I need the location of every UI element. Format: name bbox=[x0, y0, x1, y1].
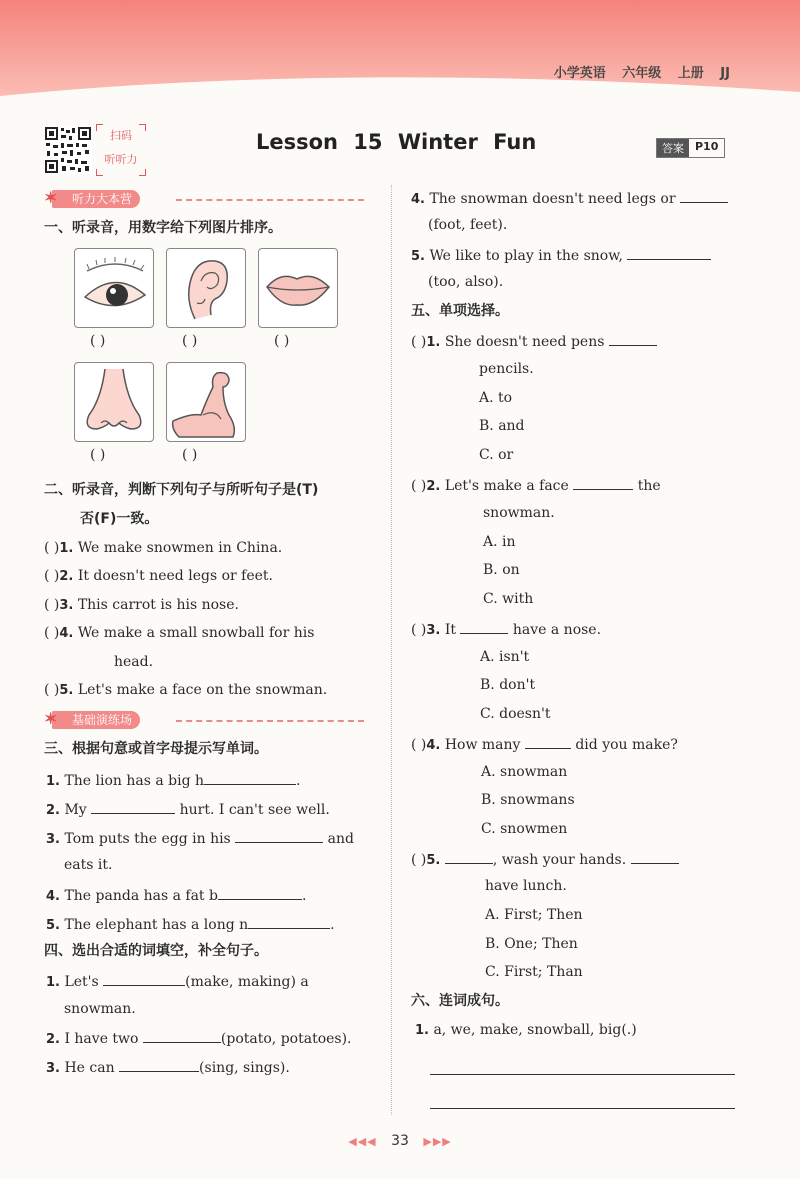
option-c[interactable]: C. doesn't bbox=[480, 706, 551, 722]
answer-line[interactable] bbox=[430, 1108, 735, 1109]
list-item: 2. My hurt. I can't see well. bbox=[46, 799, 330, 820]
page-number: ◀◀◀ 33 ▶▶▶ bbox=[348, 1133, 452, 1149]
answer-blank[interactable] bbox=[119, 1057, 199, 1072]
section-1-title: 一、听录音，用数字给下列图片排序。 bbox=[44, 220, 282, 236]
ear-picture bbox=[166, 248, 246, 328]
list-item: 1. The lion has a big h . bbox=[46, 770, 301, 791]
question-5: ( )5. , wash your hands. bbox=[411, 849, 679, 870]
arm-picture bbox=[166, 362, 246, 442]
list-item: 1. Let's (make, making) a bbox=[46, 971, 309, 992]
scan-to-listen: 扫码 听听力 bbox=[96, 124, 146, 176]
answer-paren[interactable]: ( ) bbox=[90, 447, 106, 463]
answer-badge[interactable]: 答案 P10 bbox=[656, 138, 725, 158]
answer-blank[interactable] bbox=[525, 734, 571, 749]
star-icon: ✶ bbox=[44, 709, 58, 728]
answer-blank[interactable] bbox=[460, 619, 508, 634]
mouth-picture bbox=[258, 248, 338, 328]
section-6-title: 六、连词成句。 bbox=[411, 993, 509, 1009]
answer-blank[interactable] bbox=[103, 971, 185, 986]
qr-code[interactable] bbox=[44, 126, 92, 174]
right-arrows-icon: ▶▶▶ bbox=[423, 1135, 452, 1148]
answer-blank[interactable] bbox=[631, 849, 679, 864]
answer-blank[interactable] bbox=[609, 331, 657, 346]
option-a[interactable]: A. to bbox=[479, 390, 513, 406]
eye-picture bbox=[74, 248, 154, 328]
question-4: ( )4. How many did you make? bbox=[411, 734, 678, 755]
section-2-title-cont: 否(F)一致。 bbox=[80, 511, 159, 527]
list-item: 5. We like to play in the snow, bbox=[411, 245, 711, 266]
question-2: ( )2. Let's make a face the bbox=[411, 475, 661, 496]
answer-blank[interactable] bbox=[573, 475, 633, 490]
list-item: 3. Tom puts the egg in his and bbox=[46, 828, 354, 849]
option-b[interactable]: B. One; Then bbox=[485, 936, 578, 952]
list-item: ( )2. It doesn't need legs or feet. bbox=[44, 568, 273, 584]
list-item: 2. I have two (potato, potatoes). bbox=[46, 1028, 352, 1049]
answer-blank[interactable] bbox=[218, 885, 302, 900]
answer-line[interactable] bbox=[430, 1074, 735, 1075]
answer-blank[interactable] bbox=[204, 770, 296, 785]
answer-paren[interactable]: ( ) bbox=[182, 333, 198, 349]
answer-blank[interactable] bbox=[445, 849, 493, 864]
question-3: ( )3. It have a nose. bbox=[411, 619, 601, 640]
option-c[interactable]: C. snowmen bbox=[481, 821, 568, 837]
banner-listening: 听力大本营 ✶ bbox=[44, 190, 364, 210]
option-a[interactable]: A. snowman bbox=[481, 764, 568, 780]
option-a[interactable]: A. in bbox=[483, 534, 516, 550]
answer-paren[interactable]: ( ) bbox=[90, 333, 106, 349]
question-1: ( )1. She doesn't need pens bbox=[411, 331, 657, 352]
lesson-title: Lesson 15 Winter Fun bbox=[256, 130, 537, 154]
nose-picture bbox=[74, 362, 154, 442]
option-a[interactable]: A. isn't bbox=[480, 649, 530, 665]
options-hint: (foot, feet). bbox=[428, 217, 508, 233]
option-b[interactable]: B. and bbox=[479, 418, 525, 434]
answer-blank[interactable] bbox=[235, 828, 323, 843]
option-b[interactable]: B. snowmans bbox=[481, 792, 575, 808]
list-item: ( )1. We make snowmen in China. bbox=[44, 540, 283, 556]
list-item-cont: snowman. bbox=[64, 1001, 136, 1017]
question-cont: have lunch. bbox=[485, 878, 567, 894]
answer-blank[interactable] bbox=[91, 799, 175, 814]
section-2-title: 二、听录音，判断下列句子与所听句子是(T) bbox=[44, 482, 319, 498]
list-item: ( )3. This carrot is his nose. bbox=[44, 597, 239, 613]
list-item: 3. He can (sing, sings). bbox=[46, 1057, 290, 1078]
left-arrows-icon: ◀◀◀ bbox=[348, 1135, 377, 1148]
list-item-cont: eats it. bbox=[64, 857, 113, 873]
list-item: 4. The panda has a fat b . bbox=[46, 885, 306, 906]
answer-blank[interactable] bbox=[143, 1028, 221, 1043]
list-item: ( )4. We make a small snowball for his bbox=[44, 625, 315, 641]
option-b[interactable]: B. don't bbox=[480, 677, 536, 693]
section-3-title: 三、根据句意或首字母提示写单词。 bbox=[44, 741, 268, 757]
list-item: 5. The elephant has a long n . bbox=[46, 914, 335, 935]
option-c[interactable]: C. or bbox=[479, 447, 514, 463]
option-c[interactable]: C. First; Than bbox=[485, 964, 583, 980]
list-item-cont: head. bbox=[114, 654, 154, 670]
question-cont: pencils. bbox=[479, 361, 534, 377]
list-item: 4. The snowman doesn't need legs or bbox=[411, 188, 728, 209]
section-5-title: 五、单项选择。 bbox=[411, 303, 509, 319]
answer-blank[interactable] bbox=[680, 188, 728, 203]
answer-paren[interactable]: ( ) bbox=[274, 333, 290, 349]
options-hint: (too, also). bbox=[428, 274, 504, 290]
star-icon: ✶ bbox=[44, 188, 58, 207]
column-divider bbox=[391, 185, 392, 1115]
list-item: ( )5. Let's make a face on the snowman. bbox=[44, 682, 328, 698]
section-4-title: 四、选出合适的词填空，补全句子。 bbox=[44, 943, 268, 959]
book-info: 小学英语 六年级 上册 JJ bbox=[553, 66, 730, 81]
answer-blank[interactable] bbox=[248, 914, 330, 929]
answer-paren[interactable]: ( ) bbox=[182, 447, 198, 463]
answer-blank[interactable] bbox=[627, 245, 711, 260]
header-band bbox=[0, 0, 800, 100]
option-c[interactable]: C. with bbox=[483, 591, 534, 607]
banner-practice: 基础演练场 ✶ bbox=[44, 711, 364, 731]
option-a[interactable]: A. First; Then bbox=[485, 907, 583, 923]
question-cont: snowman. bbox=[483, 505, 555, 521]
option-b[interactable]: B. on bbox=[483, 562, 520, 578]
list-item: 1. a, we, make, snowball, big(.) bbox=[415, 1022, 637, 1038]
